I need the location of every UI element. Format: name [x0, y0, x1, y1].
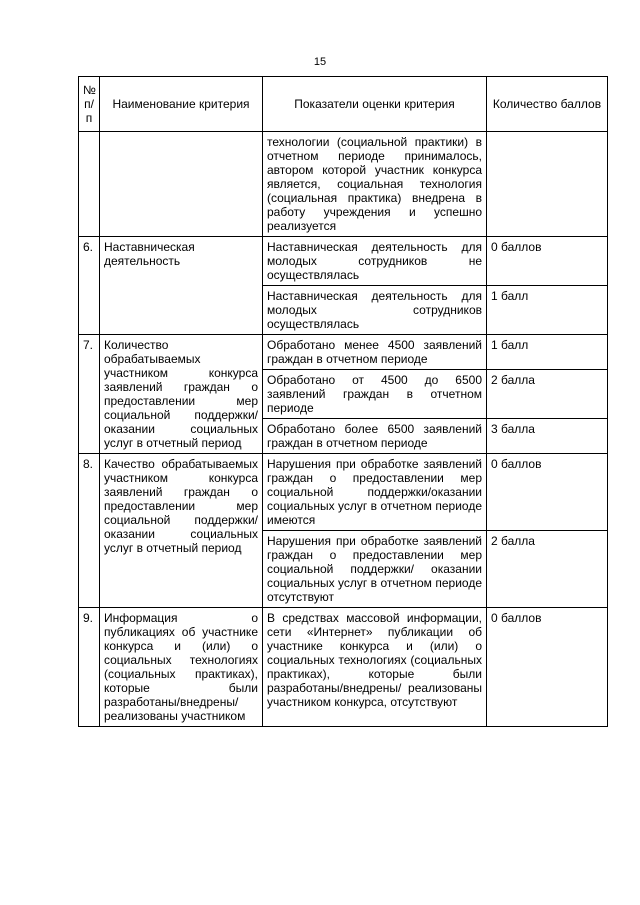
cell-points: 1 балл [487, 286, 608, 335]
header-indicators: Показатели оценки критерия [263, 77, 487, 132]
cell-points [487, 132, 608, 237]
cell-indicator: Обработано от 4500 до 6500 заявлений граждан в отчетном периоде [263, 370, 487, 419]
page-number: 15 [313, 56, 327, 68]
cell-points: 1 балл [487, 335, 608, 370]
table-row [79, 132, 608, 237]
cell-points: 3 балла [487, 419, 608, 454]
cell-indicator: технологии (социальной практики) в отчетном периоде принималось, автором которой участник конкурса является, социальная технология (социальная практика) внедрена в работу учреждения и успешно реализуется [263, 132, 487, 237]
cell-num: 9. [79, 608, 100, 727]
cell-points: 0 баллов [487, 237, 608, 286]
cell-name: Количество обрабатываемых участником конкурса заявлений граждан о предоставлении мер социальной поддержки/оказании социальных услуг в отчетный период [100, 335, 263, 454]
table-header-row [79, 77, 608, 132]
cell-name [100, 132, 263, 237]
table-row [79, 454, 608, 531]
cell-points: 0 баллов [487, 608, 608, 727]
table-row [79, 237, 608, 286]
cell-indicator: Наставническая деятельность для молодых сотрудников осуществлялась [263, 286, 487, 335]
header-num: № п/п [79, 77, 100, 132]
cell-name: Качество обрабатываемых участником конкурса заявлений граждан о предоставлении мер социальной поддержки/оказании социальных услуг в отчетный период [100, 454, 263, 608]
cell-points: 2 балла [487, 370, 608, 419]
cell-indicator: Обработано менее 4500 заявлений граждан в отчетном периоде [263, 335, 487, 370]
cell-num [79, 132, 100, 237]
table-row [79, 608, 608, 727]
cell-name: Наставническая деятельность [100, 237, 263, 335]
cell-indicator: Нарушения при обработке заявлений граждан о предоставлении мер социальной поддержки/ оказании социальных услуг в отчетном периоде отсутствуют [263, 531, 487, 608]
cell-num: 8. [79, 454, 100, 608]
criteria-table [78, 76, 608, 727]
cell-points: 0 баллов [487, 454, 608, 531]
cell-num: 6. [79, 237, 100, 335]
cell-num: 7. [79, 335, 100, 454]
cell-indicator: Нарушения при обработке заявлений граждан о предоставлении мер социальной поддержки/оказании социальных услуг в отчетном периоде имеются [263, 454, 487, 531]
cell-name: Информация о публикациях об участнике конкурса и (или) о социальных технологиях (социальных практиках), которые были разработаны/внедрены/ реализованы участником [100, 608, 263, 727]
cell-indicator: В средствах массовой информации, сети «Интернет» публикации об участнике конкурса и (или) о социальных технологиях (социальных практиках), которые были разработаны/внедрены/ реализованы участником конкурса, отсутствуют [263, 608, 487, 727]
cell-points: 2 балла [487, 531, 608, 608]
cell-indicator: Обработано более 6500 заявлений граждан в отчетном периоде [263, 419, 487, 454]
header-points: Количество баллов [487, 77, 608, 132]
table-row [79, 335, 608, 370]
header-name: Наименование критерия [100, 77, 263, 132]
cell-indicator: Наставническая деятельность для молодых сотрудников не осуществлялась [263, 237, 487, 286]
